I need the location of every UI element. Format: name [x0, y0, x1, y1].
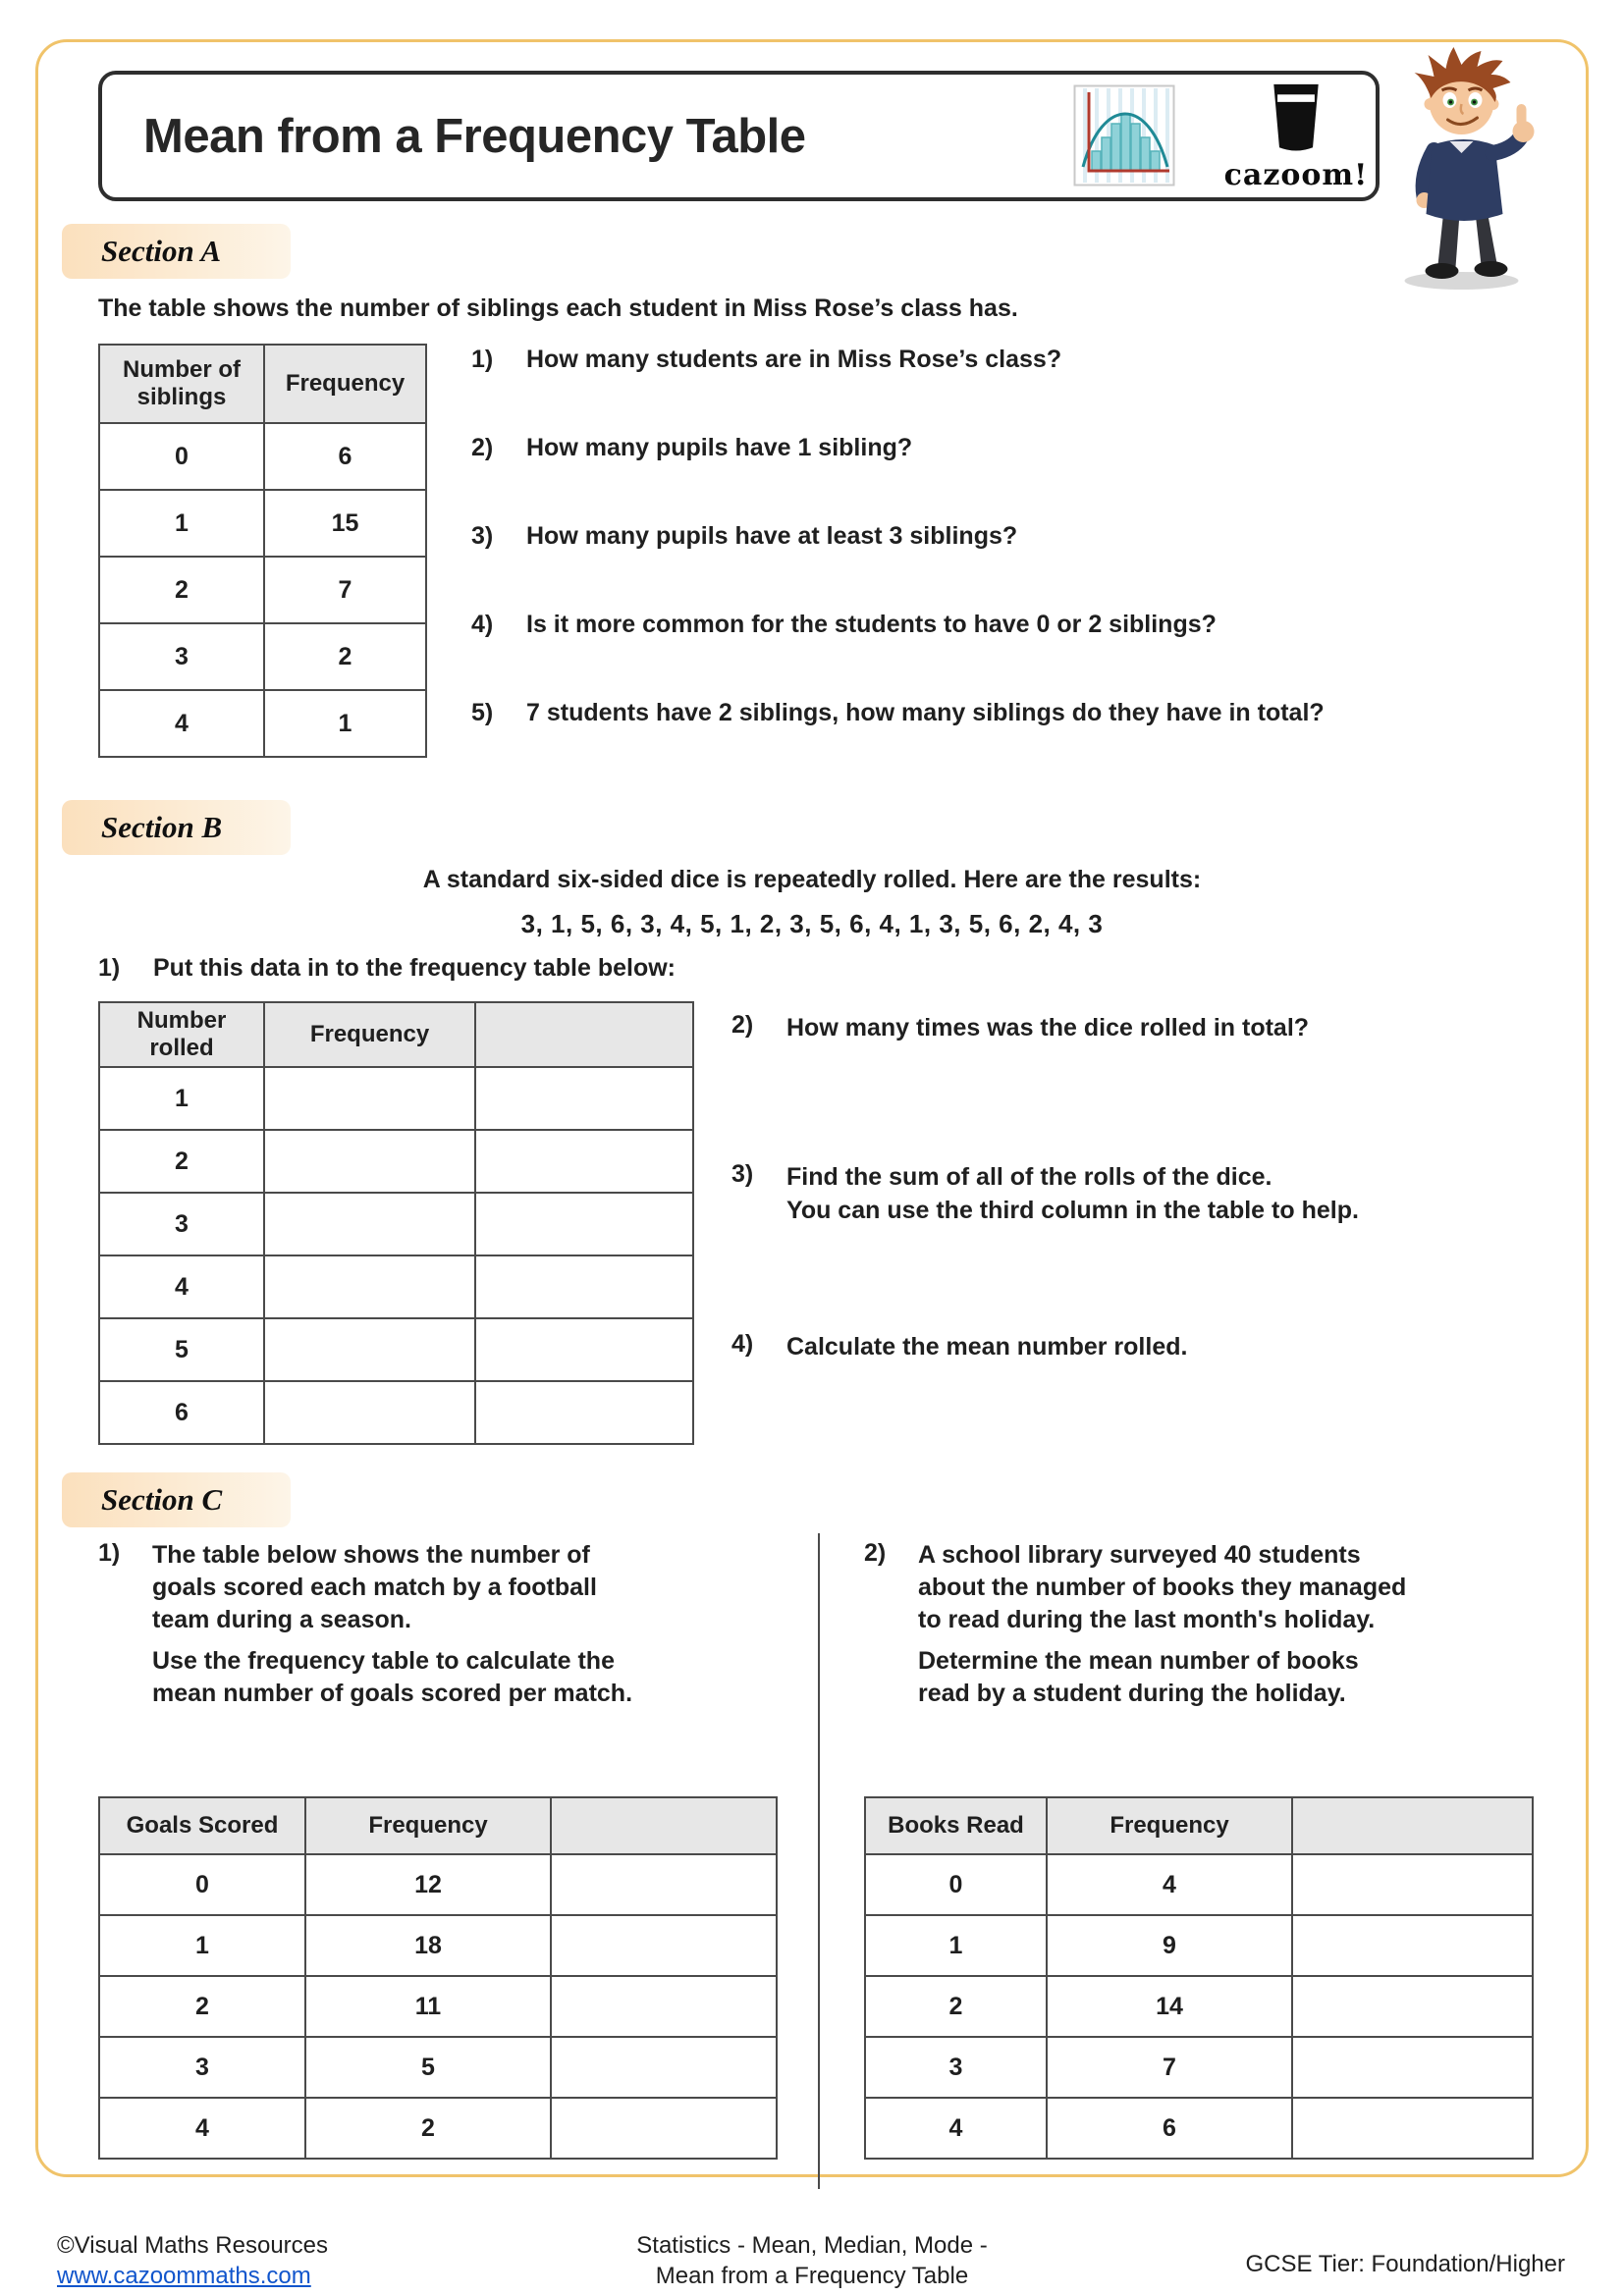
- table-row: [99, 1318, 693, 1381]
- table-empty-cell: [551, 1915, 777, 1976]
- section-a-intro: The table shows the number of siblings each student in Miss Rose’s class has.: [98, 294, 1018, 322]
- histogram-chart-svg: [1073, 84, 1175, 187]
- siblings-frequency-table: [98, 344, 427, 758]
- table-row: [865, 1854, 1533, 1915]
- question-number: 1): [98, 954, 121, 982]
- table-row: [99, 1976, 777, 2037]
- table-cell: 14: [1047, 1976, 1292, 2037]
- question-text: How many students are in Miss Rose’s class?: [526, 346, 1062, 373]
- table-cell: 6: [264, 423, 426, 490]
- table-cell: 0: [99, 1854, 305, 1915]
- table-empty-cell: [264, 1318, 475, 1381]
- table-cell: 3: [99, 2037, 305, 2098]
- table-cell: 6: [99, 1381, 264, 1444]
- table-cell: 11: [305, 1976, 551, 2037]
- table-row: [99, 1130, 693, 1193]
- table-empty-cell: [475, 1193, 693, 1255]
- table-empty-cell: [475, 1318, 693, 1381]
- question-text: about the number of books they managed: [918, 1574, 1407, 1601]
- goals-frequency-table: [98, 1796, 778, 2160]
- table-empty-cell: [1292, 1976, 1533, 2037]
- table-cell: 2: [99, 1130, 264, 1193]
- table-empty-cell: [1292, 2098, 1533, 2159]
- table-cell: 6: [1047, 2098, 1292, 2159]
- table-cell: 2: [99, 557, 264, 623]
- table-row: [99, 623, 426, 690]
- table-empty-cell: [475, 1067, 693, 1130]
- table-header-cell: Goals Scored: [99, 1797, 305, 1854]
- section-c-question-2: [864, 1539, 1406, 1710]
- table-row: [865, 2098, 1533, 2159]
- footer-center: [321, 2230, 1303, 2291]
- table-row: [99, 423, 426, 490]
- table-empty-cell: [1292, 2037, 1533, 2098]
- section-a-question-1: [471, 346, 1061, 374]
- table-header-row: [99, 345, 426, 423]
- table-empty-cell: [1292, 1915, 1533, 1976]
- mascot-svg: [1382, 47, 1544, 293]
- question-text: How many pupils have at least 3 siblings?: [526, 522, 1018, 550]
- question-text: to read during the last month's holiday.: [918, 1606, 1376, 1633]
- table-cell: 7: [264, 557, 426, 623]
- section-b-question-3: [731, 1160, 1359, 1227]
- table-header-cell: [1292, 1797, 1533, 1854]
- footer-tier: GCSE Tier: Foundation/Higher: [1245, 2251, 1565, 2277]
- table-header-cell: Number rolled: [99, 1002, 264, 1067]
- table-cell: 2: [865, 1976, 1047, 2037]
- table-empty-cell: [475, 1255, 693, 1318]
- section-c-question-1: [98, 1539, 632, 1710]
- question-number: 4): [471, 611, 494, 638]
- question-text: Use the frequency table to calculate the: [152, 1647, 615, 1675]
- table-empty-cell: [264, 1255, 475, 1318]
- table-row: [99, 690, 426, 757]
- table-cell: 4: [99, 1255, 264, 1318]
- table-cell: 18: [305, 1915, 551, 1976]
- table-header-row: [865, 1797, 1533, 1854]
- footer-left: [57, 2230, 328, 2291]
- section-a-label-text: Section A: [101, 234, 222, 268]
- question-text: goals scored each match by a football: [152, 1574, 597, 1601]
- table-header-cell: Frequency: [264, 1002, 475, 1067]
- table-cell: 5: [305, 2037, 551, 2098]
- table-cell: 2: [99, 1976, 305, 2037]
- question-text: Put this data in to the frequency table below:: [153, 954, 676, 982]
- copyright-text: ©Visual Maths Resources: [57, 2232, 329, 2259]
- table-cell: 9: [1047, 1915, 1292, 1976]
- table-cell: 7: [1047, 2037, 1292, 2098]
- section-b-question-4: [731, 1330, 1187, 1363]
- table-empty-cell: [1292, 1854, 1533, 1915]
- cazoom-logo-text: cazoom!: [1223, 158, 1369, 192]
- table-header-cell: Number of siblings: [99, 345, 264, 423]
- table-row: [99, 2037, 777, 2098]
- table-cell: 4: [99, 690, 264, 757]
- dice-results: 3, 1, 5, 6, 3, 4, 5, 1, 2, 3, 5, 6, 4, 1, 3, 5, 6, 2, 4, 3: [520, 909, 1104, 938]
- section-a-question-2: [471, 434, 912, 462]
- table-cell: 2: [305, 2098, 551, 2159]
- section-c-label-text: Section C: [101, 1482, 223, 1517]
- table-row: [99, 1193, 693, 1255]
- table-row: [99, 1915, 777, 1976]
- table-row: [865, 2037, 1533, 2098]
- table-header-row: [99, 1002, 693, 1067]
- table-empty-cell: [475, 1381, 693, 1444]
- section-c-label: [62, 1472, 291, 1527]
- question-text: How many pupils have 1 sibling?: [526, 434, 913, 461]
- table-cell: 0: [865, 1854, 1047, 1915]
- question-number: 2): [471, 434, 494, 461]
- section-b-label: [62, 800, 291, 855]
- table-empty-cell: [475, 1130, 693, 1193]
- table-row: [865, 1915, 1533, 1976]
- table-cell: 3: [99, 1193, 264, 1255]
- question-text: How many times was the dice rolled in total?: [786, 1014, 1310, 1041]
- table-header-cell: Books Read: [865, 1797, 1047, 1854]
- table-cell: 12: [305, 1854, 551, 1915]
- footer-topic-line2: Mean from a Frequency Table: [655, 2263, 969, 2289]
- question-number: 3): [471, 522, 494, 550]
- table-empty-cell: [551, 1976, 777, 2037]
- question-text: team during a season.: [152, 1606, 411, 1633]
- table-row: [99, 1381, 693, 1444]
- dice-frequency-table: [98, 1001, 694, 1445]
- question-text: Calculate the mean number rolled.: [786, 1333, 1188, 1361]
- section-a-question-4: [471, 611, 1217, 639]
- section-b-intro: A standard six-sided dice is repeatedly rolled. Here are the results:: [422, 866, 1202, 893]
- table-cell: 1: [99, 490, 264, 557]
- table-cell: 0: [99, 423, 264, 490]
- question-text: You can use the third column in the table to help.: [786, 1197, 1359, 1224]
- table-row: [99, 1067, 693, 1130]
- question-text: Is it more common for the students to have 0 or 2 siblings?: [526, 611, 1217, 638]
- table-cell: 2: [264, 623, 426, 690]
- table-row: [99, 490, 426, 557]
- header: [98, 71, 1380, 201]
- mascot-illustration: [1382, 47, 1544, 293]
- page-title: Mean from a Frequency Table: [143, 109, 806, 163]
- books-frequency-table: [864, 1796, 1534, 2160]
- table-header-cell: [475, 1002, 693, 1067]
- table-row: [99, 2098, 777, 2159]
- table-empty-cell: [264, 1381, 475, 1444]
- table-empty-cell: [264, 1193, 475, 1255]
- question-text: Determine the mean number of books: [918, 1647, 1359, 1675]
- table-header-cell: [551, 1797, 777, 1854]
- table-cell: 1: [264, 690, 426, 757]
- question-number: 4): [731, 1330, 754, 1358]
- question-number: 3): [731, 1160, 754, 1188]
- histogram-chart-icon: [1073, 84, 1175, 187]
- glass-icon: [1268, 82, 1325, 151]
- table-cell: 3: [865, 2037, 1047, 2098]
- table-cell: 1: [99, 1915, 305, 1976]
- footer-topic-line1: Statistics - Mean, Median, Mode -: [636, 2232, 988, 2259]
- website-link[interactable]: www.cazoommaths.com: [57, 2263, 311, 2289]
- section-b-question-2: [731, 1011, 1309, 1044]
- table-cell: 1: [865, 1915, 1047, 1976]
- table-empty-cell: [551, 2037, 777, 2098]
- question-text: read by a student during the holiday.: [918, 1680, 1346, 1707]
- section-b-question-1: [98, 954, 676, 983]
- question-number: 2): [731, 1011, 754, 1039]
- table-header-row: [99, 1797, 777, 1854]
- table-row: [99, 557, 426, 623]
- column-divider: [818, 1533, 820, 2189]
- question-text: The table below shows the number of: [152, 1541, 590, 1569]
- table-cell: 4: [1047, 1854, 1292, 1915]
- table-cell: 15: [264, 490, 426, 557]
- table-header-cell: Frequency: [264, 345, 426, 423]
- section-a-question-3: [471, 522, 1017, 551]
- table-empty-cell: [551, 2098, 777, 2159]
- table-cell: 3: [99, 623, 264, 690]
- table-header-cell: Frequency: [1047, 1797, 1292, 1854]
- question-number: 2): [864, 1539, 887, 1567]
- table-row: [99, 1854, 777, 1915]
- section-a-question-5: [471, 699, 1325, 727]
- table-cell: 4: [99, 2098, 305, 2159]
- section-a-label: [62, 224, 291, 279]
- table-cell: 5: [99, 1318, 264, 1381]
- question-text: mean number of goals scored per match.: [152, 1680, 633, 1707]
- question-number: 1): [471, 346, 494, 373]
- table-header-cell: Frequency: [305, 1797, 551, 1854]
- table-cell: 1: [99, 1067, 264, 1130]
- section-b-label-text: Section B: [101, 810, 223, 844]
- table-cell: 4: [865, 2098, 1047, 2159]
- question-text: 7 students have 2 siblings, how many siblings do they have in total?: [526, 699, 1325, 726]
- table-empty-cell: [264, 1130, 475, 1193]
- cazoom-logo: [1222, 82, 1370, 192]
- table-row: [99, 1255, 693, 1318]
- table-empty-cell: [264, 1067, 475, 1130]
- question-number: 1): [98, 1539, 121, 1567]
- question-text: A school library surveyed 40 students: [918, 1541, 1361, 1569]
- table-empty-cell: [551, 1854, 777, 1915]
- table-row: [865, 1976, 1533, 2037]
- question-text: Find the sum of all of the rolls of the dice.: [786, 1163, 1272, 1191]
- question-number: 5): [471, 699, 494, 726]
